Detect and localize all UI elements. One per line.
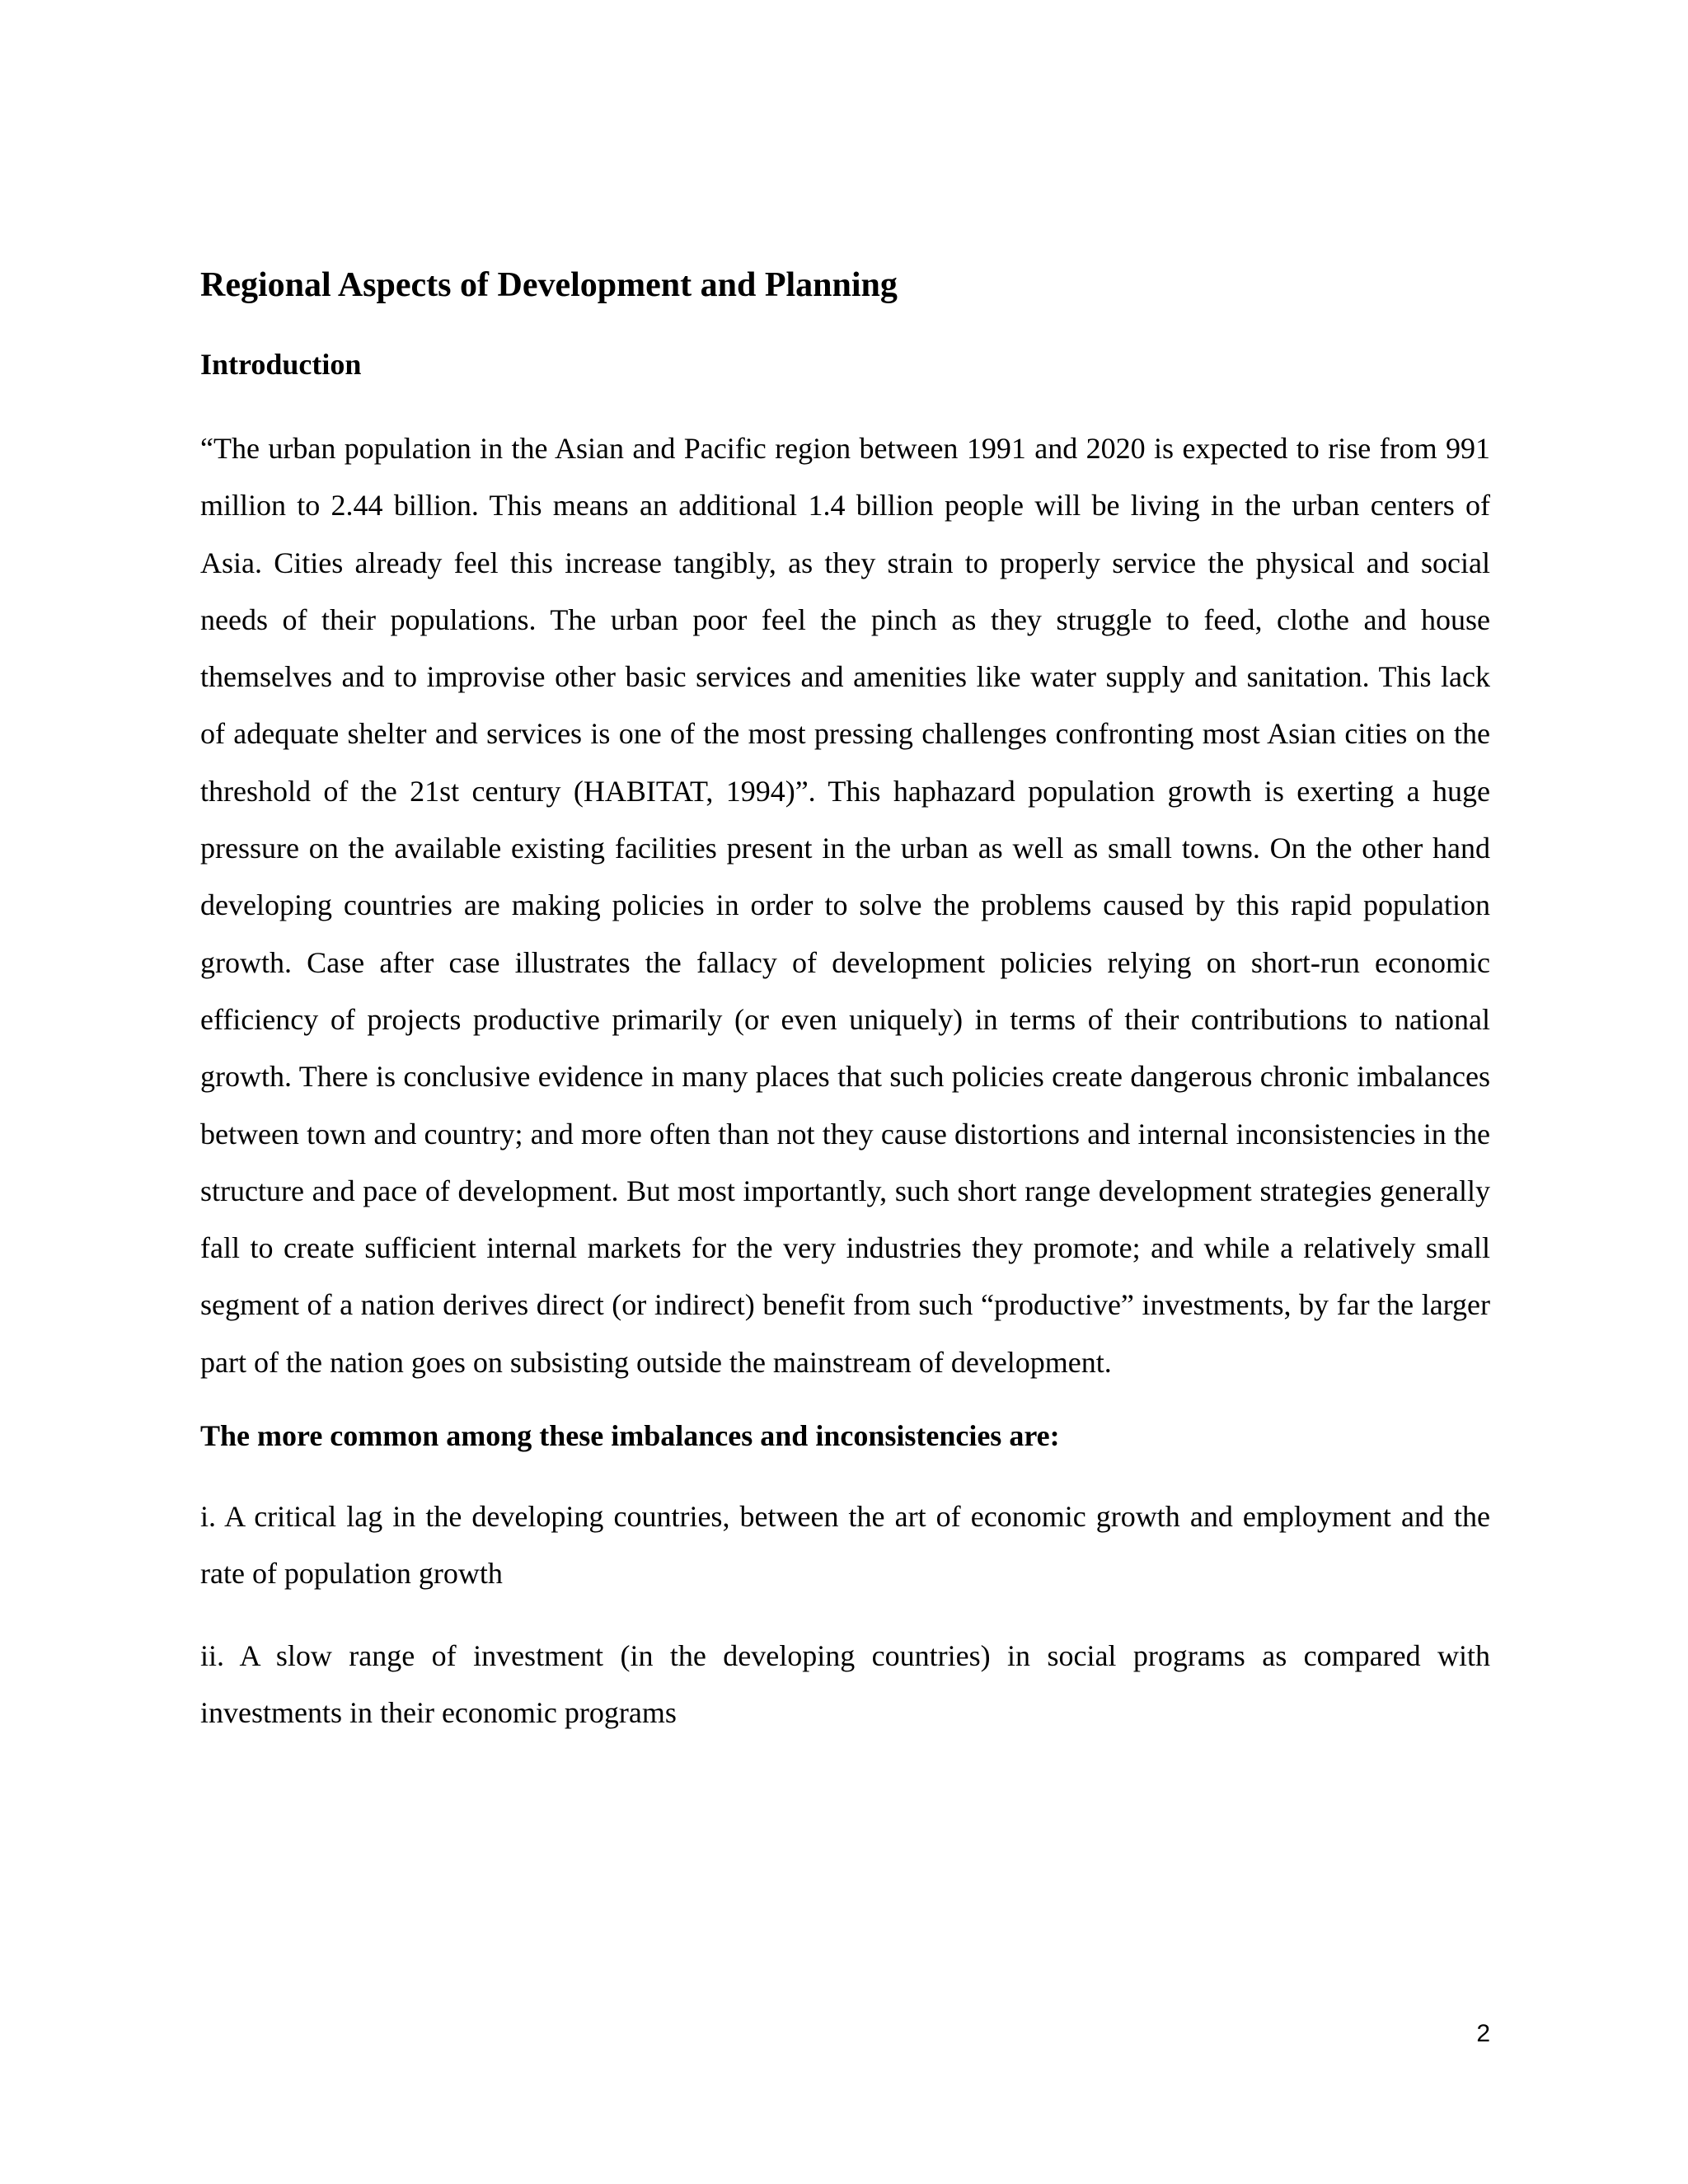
introduction-paragraph: “The urban population in the Asian and Pacific region between 1991 and 2020 is expected to rise from 991 million to 2.44 billion. This means an additional 1.4 billion people will be living in the urban centers of Asia. Cities already feel this increase tangibly, as they strain to properly service the physical and social needs of their populations. The urban poor feel the pinch as they struggle to feed, clothe and house themselves and to improvise other basic services and amenities like water supply and sanitation. This lack of adequate shelter and services is one of the most pressing challenges confronting most Asian cities on the threshold of the 21st century (HABITAT, 1994)”. This haphazard population growth is exerting a huge pressure on the available existing facilities present in the urban as well as small towns. On the other hand developing countries are making policies in order to solve the problems caused by this rapid population growth. Case after case illustrates the fallacy of development policies relying on short-run economic efficiency of projects productive primarily (or even uniquely) in terms of their contributions to national growth. There is conclusive evidence in many places that such policies create dangerous chronic imbalances between town and country; and more often than not they cause distortions and internal inconsistencies in the structure and pace of development. But most importantly, such short range development strategies generally fall to create sufficient internal markets for the very industries they promote; and while a relatively small segment of a nation derives direct (or indirect) benefit from such “productive” investments, by far the larger part of the nation goes on subsisting outside the mainstream of development. [200, 432, 1490, 1379]
imbalances-heading: The more common among these imbalances and inconsistencies are: [200, 1419, 1060, 1453]
page-content [200, 262, 1490, 1741]
introduction-heading: Introduction [200, 348, 362, 381]
page-number: 2 [1476, 2020, 1490, 2047]
list-item-i: i. A critical lag in the developing countries, between the art of economic growth and employment and the rate of population growth [200, 1500, 1490, 1591]
document-title: Regional Aspects of Development and Planning [200, 266, 898, 304]
list-item-ii: ii. A slow range of investment (in the developing countries) in social programs as compared with investments in their economic programs [200, 1638, 1490, 1729]
